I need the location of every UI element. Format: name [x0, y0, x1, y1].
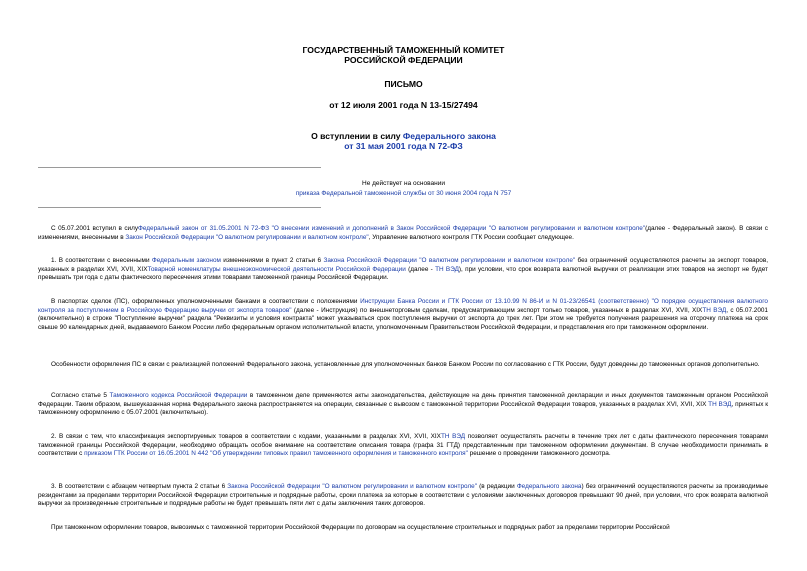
- paragraph-1-customs-code: [38, 392, 768, 418]
- federal-law-link[interactable]: Федерального закона: [402, 131, 496, 141]
- text-run: изменениями в пункт 2 статьи 6: [220, 257, 324, 264]
- paragraph-1-passports: [38, 298, 768, 333]
- status-note-link-line: [0, 190, 807, 198]
- text-run: С 05.07.2001 вступил в силу: [51, 225, 139, 232]
- paragraph-1-features: [38, 361, 768, 370]
- text-run: ), при условии, что срок возврата валютной выручки от реализации этих товаров на экспорт не будет превышать три года с даты фактического пересечения этими товарами таможенной границы Российской Федерации.: [38, 265, 768, 282]
- status-note: Не действует на основании: [362, 180, 445, 187]
- org-line-1: ГОСУДАРСТВЕННЫЙ ТАМОЖЕННЫЙ КОМИТЕТ: [302, 45, 505, 55]
- document-type: ПИСЬМО: [384, 79, 423, 89]
- text-run: 1. В соответствии с внесенными: [51, 257, 152, 264]
- text-run: позволяет осуществлять расчеты в течение трех лет с даты фактического пересечения товарами таможенной границы Российской Федерации, необходимо обращать особое внимание на соответствие описания товара (графа 31 ГТД) представленным при таможенном оформлении документам. В случае необходимости принимать в соответствии с: [38, 433, 768, 458]
- text-run: 3. В соответствии с абзацем четвертым пункта 2 статьи 6: [51, 483, 228, 490]
- text-run: , принятых к таможенному оформлению с 05.07.2001 (включительно).: [38, 400, 769, 417]
- paragraph-intro: [38, 225, 768, 242]
- divider-top: [38, 167, 321, 168]
- customs-code-link[interactable]: Таможенного кодекса Российской Федерации: [109, 392, 248, 399]
- subject-prefix: О вступлении в силу: [311, 131, 403, 141]
- instruction-link[interactable]: Инструкции Банка России и ГТК России от 13.10.99 N 86-И и N 01-23/26541 (соответственно) "О порядке осуществления валютного контроля за поступлением в Российскую Федерацию выручки от экспорта товаров": [38, 298, 768, 314]
- text-run: , Управление валютного контроля ГТК России сообщает следующее.: [368, 233, 574, 241]
- tn-ved-link[interactable]: Товарной номенклатуры внешнеэкономической деятельности Российской Федерации: [147, 265, 406, 273]
- tn-ved-abbr-link[interactable]: ТН ВЭД: [435, 265, 459, 273]
- text-run: При таможенном оформлении товаров, вывозимых с таможенной территории Российской Федерации по договорам на осуществление строительных и подрядных работ за пределами территории Российской: [51, 524, 670, 531]
- currency-law-link[interactable]: Закона Российской Федерации "О валютном регулировании и валютном контроле": [323, 257, 576, 264]
- text-run: , с 05.07.2001 (включительно) в строке "Поступление выручки" раздела "Реквизиты и условия контракта" может указываться срок поступления выручки от экспорта до трех лет. При этом не требуется получения разрешения на отсрочку платежа на срок свыше 90 календарных дней, выдаваемого Банком России либо федеральным органом исполнительной власти, уполномоченным Правительством Российской Федерации, и представления его при таможенном оформлении.: [38, 306, 768, 332]
- currency-law-link[interactable]: Закон Российской Федерации "О валютном регулировании и валютном контроле": [125, 233, 369, 241]
- tn-ved-abbr-link[interactable]: ТН ВЭД: [708, 400, 732, 408]
- gtk-order-442-link[interactable]: приказом ГТК России от 16.05.2001 N 442 "Об утверждении типовых правил таможенного оформления и таможенного контроля": [84, 450, 468, 458]
- federal-law-link[interactable]: Федеральным законом: [151, 257, 221, 264]
- text-run: (далее -: [405, 265, 436, 273]
- text-run: решение о проведении таможенного досмотра.: [467, 450, 611, 458]
- text-run: ) без ограничений осуществляются расчеты за производимые резидентами за пределами территории Российской Федерации строительные и подрядные работы, сроки платежа за которые в соответствии с условиями заключенных договоров превышают 90 дней, при условии, что срок возврата валютной выручки за произведенные строительные и подрядные работы не будет превышать пяти лет с даты заключения таких договоров.: [38, 483, 768, 508]
- text-run: без ограничений осуществляются расчеты за экспорт товаров, указанных в разделах XVI, XVII, XIX: [38, 257, 768, 273]
- tn-ved-abbr-link[interactable]: ТН ВЭД: [440, 433, 466, 440]
- text-run: в таможенном деле применяются акты законодательства, действующие на день принятия таможенной декларации и иных документов таможенным органом Российской Федерации. Таким образом, вышеуказанная норма Федерального закона распространяется на операции, связанные с вывозом с таможенной территории Российской Федерации товаров, указанных в разделах XVI, XVII, XIX: [38, 392, 768, 408]
- paragraph-1: [38, 257, 768, 283]
- federal-law-link[interactable]: Федерального закона: [516, 483, 582, 490]
- text-run: 2. В связи с тем, что классификация экспортируемых товаров в соответствии с кодами, указанными в разделах XVI, XVII, XIX: [51, 433, 441, 440]
- text-run: Особенности оформления ПС в связи с реализацией положений Федерального закона, установленные для уполномоченных банков Банком России по согласованию с ГТК России, будут доведены до таможенных органов дополнительно.: [51, 361, 760, 368]
- repeal-order-link[interactable]: приказа Федеральной таможенной службы от 30 июня 2004 года N 757: [295, 190, 512, 197]
- paragraph-2: [38, 433, 768, 459]
- text-run: В паспортах сделок (ПС), оформленных уполномоченными банками в соответствии с положениями: [51, 298, 361, 305]
- paragraph-3: [38, 483, 768, 509]
- divider-bottom: [38, 207, 321, 208]
- law-72fz-link[interactable]: Федеральный закон от 31.05.2001 N 72-ФЗ "О внесении изменений и дополнений в Закон Российской Федерации "О валютном регулировании и валютном контроле": [138, 225, 646, 232]
- document-date: от 12 июля 2001 года N 13-15/27494: [329, 100, 478, 110]
- tn-ved-abbr-link[interactable]: ТН ВЭД: [702, 306, 727, 314]
- org-line-2: РОССИЙСКОЙ ФЕДЕРАЦИИ: [344, 55, 463, 65]
- paragraph-3-customs: [38, 524, 768, 533]
- text-run: (далее - Федеральный закон). В связи с изменениями, внесенными в: [38, 225, 768, 241]
- text-run: Согласно статье 5: [51, 392, 110, 399]
- document-subject: [0, 131, 807, 141]
- currency-law-link[interactable]: Закона Российской Федерации "О валютном регулировании и валютном контроле": [227, 483, 478, 490]
- federal-law-date-link[interactable]: от 31 мая 2001 года N 72-ФЗ: [344, 141, 463, 151]
- text-run: (далее - Инструкция) по внешнеторговым сделкам, предусматривающим экспорт только товаров, указанных в разделах XVI, XVII, XIX: [291, 306, 703, 314]
- text-run: (в редакции: [477, 483, 517, 490]
- document-subject-line-2: [0, 141, 807, 151]
